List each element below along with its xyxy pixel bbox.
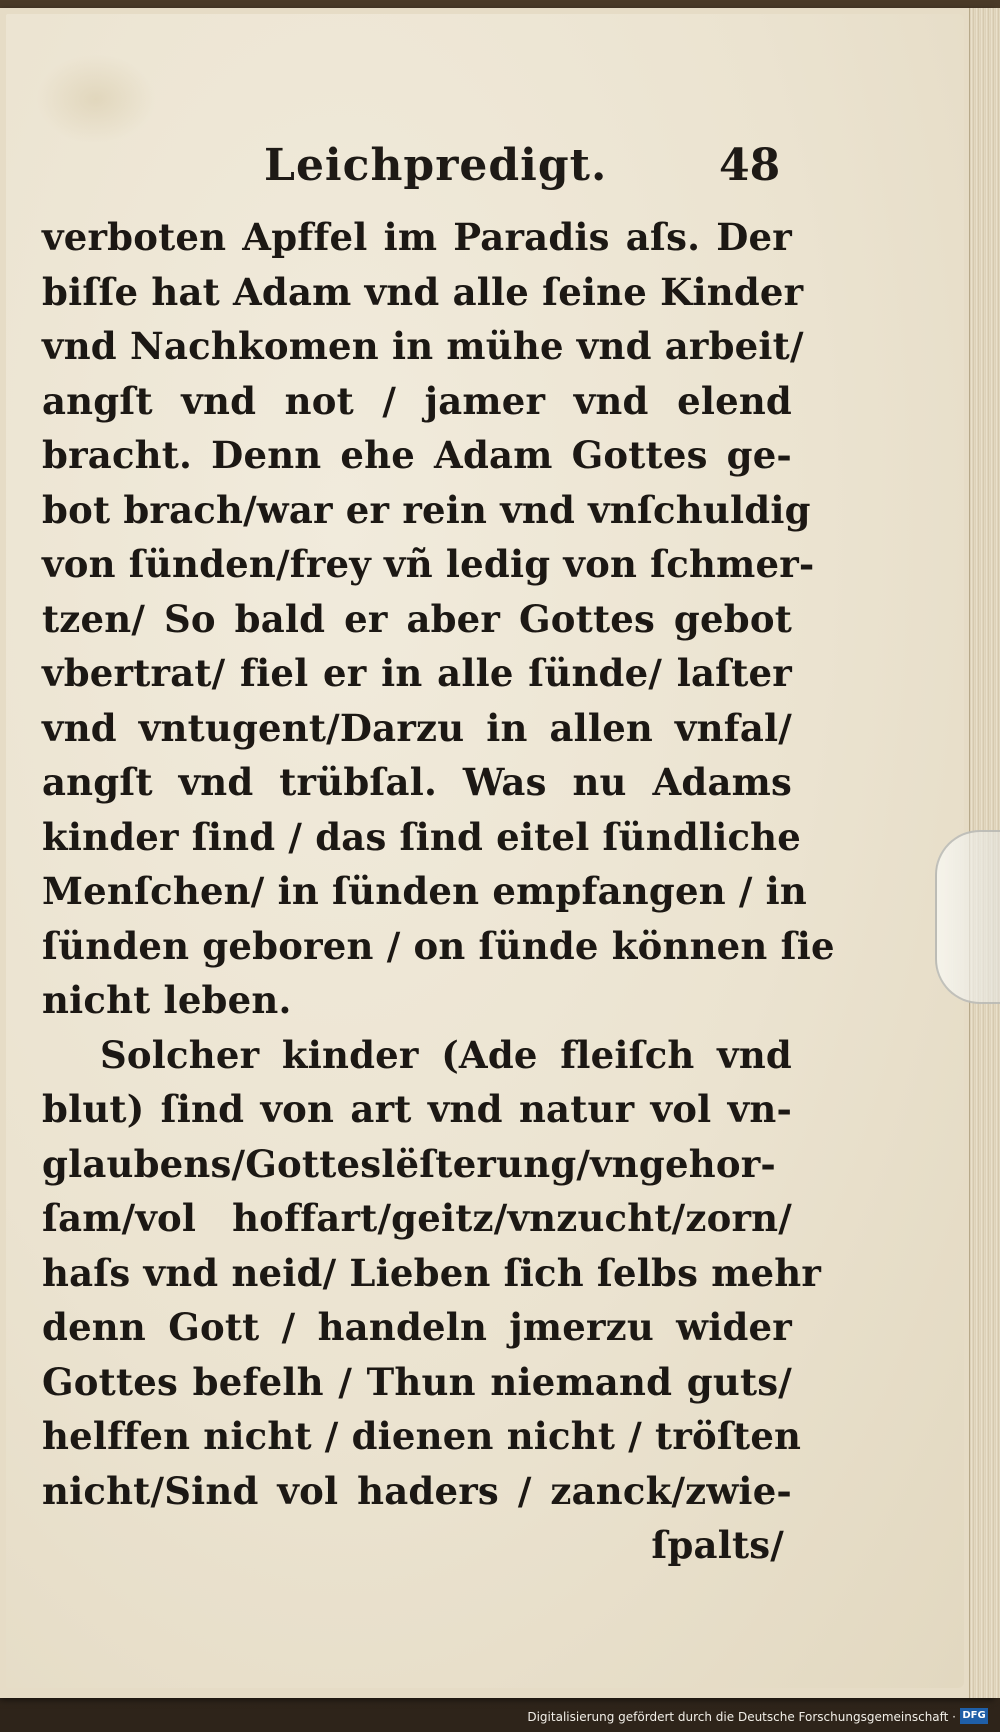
text-line: ſam/vol hoffart/geitz/vnzucht/zorn/ [42, 1196, 792, 1240]
text-line: nicht leben. [42, 978, 292, 1022]
running-title: Leichpredigt. [264, 140, 608, 191]
text-line: denn Gott / handeln jmerzu wider [42, 1305, 792, 1349]
book-page [6, 14, 964, 1688]
text-line: helffen nicht / dienen nicht / tröſten [42, 1414, 802, 1458]
text-line: angſt vnd trübſal. Was nu Adams [42, 760, 792, 804]
text-line: ſünden geboren / on ſünde können ſie [42, 923, 835, 968]
text-line: glaubens/Gotteslëſterung/vngehor- [42, 1141, 776, 1186]
text-line: angſt vnd not / jamer vnd elend [42, 378, 792, 423]
digitization-credit: Digitalisierung gefördert durch die Deutsche Forschungsgemeinschaft · [527, 1710, 956, 1724]
text-line: tzen/ So bald er aber Gottes gebot [42, 596, 792, 641]
paper-stain [36, 54, 156, 144]
text-line: vnd Nachkomen in mühe vnd arbeit/ [42, 324, 804, 368]
text-line: bracht. Denn ehe Adam Gottes ge- [42, 433, 792, 477]
text-line: haſs vnd neid/ Lieben ſich ſelbs mehr [42, 1250, 822, 1295]
text-line: nicht/Sind vol haders / zanck/zwie- [42, 1468, 792, 1513]
text-line: von ſünden/frey vñ ledig von ſchmer- [42, 542, 815, 586]
page-number: 48 [719, 140, 781, 191]
text-line: Menſchen/ in ſünden empfangen / in [42, 869, 808, 913]
text-line: biſſe hat Adam vnd alle ſeine Kinder [42, 269, 804, 314]
catchword: ſpalts/ [651, 1523, 784, 1567]
text-line: Gottes befelh / Thun niemand guts/ [42, 1359, 792, 1404]
body-text [42, 210, 835, 1573]
page-header [264, 140, 784, 204]
text-line: kinder ſind / das ſind eitel ſündliche [42, 814, 802, 859]
text-line: blut) ſind von art vnd natur vol vn- [42, 1087, 792, 1131]
dfg-logo: DFG [960, 1708, 988, 1724]
text-line: verboten Apffel im Paradis aſs. Der [42, 215, 792, 259]
page-clip [935, 830, 1000, 1004]
text-line: vbertrat/ fiel er in alle ſünde/ laſter [42, 651, 792, 695]
text-line: vnd vntugent/Darzu in allen vnfal/ [42, 705, 792, 750]
paragraph-start-line: Solcher kinder (Ade fleiſch vnd [100, 1032, 792, 1077]
text-line: bot brach/war er rein vnd vnſchuldig [42, 487, 811, 532]
